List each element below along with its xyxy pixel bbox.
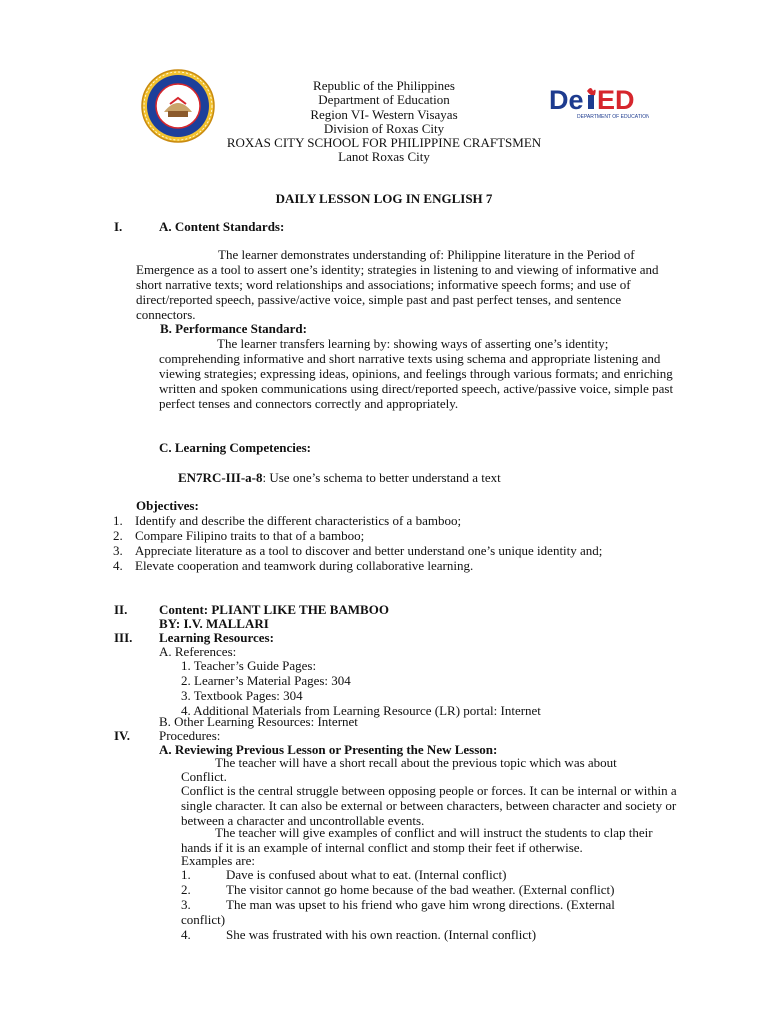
header-line-1: Republic of the Philippines	[313, 78, 455, 93]
section-4-numeral: IV.	[114, 728, 131, 743]
example-item: 4. She was frustrated with his own reaction. (Internal conflict)	[181, 927, 537, 942]
competency-line	[178, 470, 501, 485]
reviewing-lesson-heading: A. Reviewing Previous Lesson or Presenting the New Lesson:	[159, 742, 498, 757]
header-line-5: ROXAS CITY SCHOOL FOR PHILIPPINE CRAFTSMEN	[226, 135, 542, 151]
content-heading: Content: PLIANT LIKE THE BAMBOO	[159, 602, 389, 617]
svg-text:ED: ED	[597, 85, 635, 115]
recall-paragraph: The teacher will have a short recall about the previous topic which was about	[215, 755, 617, 770]
objectives-list	[113, 513, 653, 573]
competency-text: : Use one’s schema to better understand a text	[262, 470, 501, 485]
objective-item: 4. Elevate cooperation and teamwork during collaborative learning.	[113, 558, 474, 573]
reference-item: 2. Learner’s Material Pages: 304	[181, 673, 351, 688]
svg-text:De: De	[549, 85, 584, 115]
header-line-3: Region VI- Western Visayas	[310, 106, 458, 122]
header-line-2: Department of Education	[318, 92, 450, 108]
example-item: 3. The man was upset to his friend who gave him wrong directions. (External	[181, 897, 615, 912]
references-label: A. References:	[159, 644, 237, 659]
examples-label: Examples are:	[181, 853, 255, 868]
objectives-heading: Objectives:	[136, 498, 199, 513]
header-line-6: Lanot Roxas City	[338, 149, 430, 165]
section-2-numeral: II.	[114, 602, 128, 617]
references-list	[181, 658, 541, 718]
performance-standard-heading: B. Performance Standard:	[160, 321, 307, 336]
content-standards-text: The learner demonstrates understanding of: Philippine literature in the Period of Emergence as a tool to assert one’s identity; strategies in listening to and viewing of informative and short narrative texts; word relationships and associations; informative speech forms; and use of direct/reported speech, passive/active voice, simple past and past perfect tenses, and sentence connectors.	[136, 247, 659, 322]
deped-subtitle: DEPARTMENT OF EDUCATION	[577, 114, 649, 120]
competency-code: EN7RC-III-a-8	[178, 470, 263, 485]
objective-item: 1. Identify and describe the different characteristics of a bamboo;	[113, 513, 462, 528]
example-item: 1. Dave is confused about what to eat. (Internal conflict)	[181, 867, 507, 882]
content-standards-heading: A. Content Standards:	[159, 219, 285, 234]
instruction-paragraph: The teacher will give examples of conflict and will instruct the students to clap their hands if it is an example of internal conflict and stomp their feet if otherwise.	[181, 825, 653, 855]
example-item: 2. The visitor cannot go home because of the bad weather. (External conflict)	[181, 882, 615, 897]
objective-item: 2. Compare Filipino traits to that of a bamboo;	[113, 528, 365, 543]
document-title: DAILY LESSON LOG IN ENGLISH 7	[275, 191, 493, 206]
learning-competencies-heading: C. Learning Competencies:	[159, 440, 312, 455]
header-line-4: Division of Roxas City	[323, 120, 445, 136]
other-resources: B. Other Learning Resources: Internet	[159, 714, 358, 729]
conflict-definition: Conflict is the central struggle between opposing people or forces. It can be internal or within a single character. It can also be external or between characters, between character and society or between a character and uncontrollable events.	[181, 783, 677, 828]
recall-paragraph-cont: Conflict.	[181, 769, 227, 784]
performance-standard-text: The learner transfers learning by: showing ways of asserting one’s identity; comprehending informative and short narrative texts using schema and appropriate listening and viewing strategies; expressing ideas, opinions, and feelings through various formats; and enriching written and spoken communications using direct/reported speech, active/passive voice, simple past perfect tenses and connectors correctly and appropriately.	[159, 336, 674, 411]
example-item-continued: conflict)	[181, 912, 226, 927]
letterhead	[0, 79, 768, 165]
content-byline: BY: I.V. MALLARI	[159, 616, 269, 631]
learning-resources-heading: Learning Resources:	[159, 630, 274, 645]
reference-item: 4. Additional Materials from Learning Resource (LR) portal: Internet	[181, 703, 541, 718]
objective-item: 3. Appreciate literature as a tool to discover and better understand one’s unique identity and;	[113, 543, 603, 558]
reference-item: 3. Textbook Pages: 304	[181, 688, 303, 703]
examples-list	[181, 867, 661, 942]
section-3-numeral: III.	[114, 630, 133, 645]
section-1-numeral: I.	[114, 219, 123, 234]
procedures-heading: Procedures:	[159, 728, 221, 743]
reference-item: 1. Teacher’s Guide Pages:	[181, 658, 317, 673]
